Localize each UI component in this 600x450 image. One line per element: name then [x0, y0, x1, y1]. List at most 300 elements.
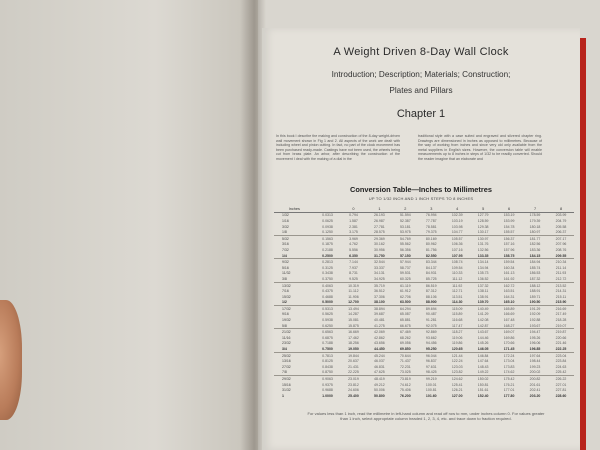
table-cell: 136.52 [477, 276, 489, 281]
table-cell: 58.737 [399, 265, 411, 270]
table-cell: 11.906 [348, 294, 359, 299]
table-cell: 93.662 [425, 335, 437, 340]
table-cell: 0.6563 [315, 329, 341, 335]
table-row [274, 393, 574, 399]
row-fraction: 9/32 [274, 259, 315, 265]
table-cell: 36.512 [374, 289, 385, 294]
row-fraction: 7/8 [282, 370, 287, 375]
table-cell: 165.89 [496, 306, 522, 312]
table-cell: 160.34 [503, 265, 515, 270]
table-cell: 0.3438 [322, 271, 333, 276]
table-cell: 34.131 [374, 271, 385, 276]
table-cell: 92.869 [418, 329, 444, 335]
table-cell: 197.64 [522, 352, 548, 358]
row-fraction: 25/32 [274, 352, 315, 358]
table-cell: 7.144 [341, 259, 367, 265]
page-subtitle-line2: Plates and Pillars [389, 86, 453, 95]
table-cell: 66.675 [399, 323, 411, 328]
table-cell: 104.77 [451, 230, 463, 235]
table-cell: 0.0938 [322, 224, 333, 229]
table-cell: 92.075 [425, 323, 437, 328]
table-cell: 134.94 [477, 265, 489, 270]
row-fraction: 17/32 [274, 306, 315, 312]
table-cell: 159.54 [496, 259, 522, 265]
table-cell: 157.16 [503, 242, 515, 247]
table-cell: 0.3750 [322, 276, 333, 281]
table-cell: 196.85 [529, 347, 541, 352]
table-cell: 85.725 [425, 276, 437, 281]
table-cell: 222.25 [555, 347, 567, 352]
table-cell: 203.99 [555, 213, 567, 218]
table-cell: 15.081 [348, 318, 359, 323]
table-cell: 191.29 [522, 306, 548, 312]
row-fraction: 1/4 [282, 253, 287, 258]
table-cell: 147.64 [477, 359, 489, 364]
row-fraction: 3/16 [282, 242, 289, 247]
row-fraction: 11/32 [282, 271, 291, 276]
header-col-3: 3 [418, 206, 444, 212]
table-cell: 63.500 [399, 300, 411, 305]
table-cell: 167.48 [503, 318, 515, 323]
table-cell: 176.21 [503, 382, 515, 387]
table-cell: 47.625 [374, 370, 385, 375]
table-cell: 219.87 [548, 329, 574, 335]
row-fraction: 27/32 [282, 364, 291, 369]
table-cell: 68.262 [399, 335, 411, 340]
table-cell: 57.944 [392, 259, 418, 265]
table-cell: 0.0625 [322, 218, 333, 223]
table-body [274, 212, 574, 399]
table-cell: 73.025 [399, 370, 411, 375]
table-cell: 79.375 [425, 230, 437, 235]
table-cell: 2.381 [349, 224, 358, 229]
table-cell: 49.212 [374, 382, 385, 387]
table-cell: 206.37 [555, 230, 567, 235]
table-cell: 51.594 [399, 213, 411, 218]
table-cell: 192.88 [529, 318, 541, 323]
table-cell: 13.494 [341, 306, 367, 312]
table-cell: 130.17 [477, 230, 489, 235]
table-cell: 117.47 [451, 323, 463, 328]
conversion-table-subtitle: UP TO 1/32 INCH AND 1 INCH STEPS TO 8 INCHES [368, 196, 474, 201]
table-cell: 124.62 [444, 376, 470, 382]
table-cell: 123.82 [451, 370, 463, 375]
table-cell: 0.7813 [315, 352, 341, 358]
table-cell: 218.28 [555, 318, 567, 323]
table-cell: 32.544 [366, 259, 392, 265]
row-fraction: 13/32 [274, 282, 315, 288]
table-cell: 200.02 [529, 370, 541, 375]
table-cell: 86.519 [418, 282, 444, 288]
table-cell: 142.87 [477, 323, 489, 328]
table-cell: 169.07 [496, 329, 522, 335]
row-fraction: 31/32 [282, 388, 291, 393]
table-cell: 109.54 [451, 265, 463, 270]
table-cell: 35.719 [366, 282, 392, 288]
table-cell: 23.812 [348, 382, 359, 387]
table-cell: 40.481 [374, 318, 385, 323]
table-cell: 196.06 [529, 341, 541, 346]
table-cell: 0.3125 [322, 265, 333, 270]
table-cell: 0.7500 [322, 347, 333, 352]
table-cell: 91.281 [425, 318, 437, 323]
table-cell: 107.16 [451, 247, 463, 252]
table-cell: 119.06 [451, 335, 463, 340]
table-cell: 141.29 [477, 312, 489, 317]
table-cell: 113.51 [451, 294, 463, 299]
table-cell: 72.231 [399, 364, 411, 369]
table-cell: 168.27 [503, 323, 515, 328]
table-cell: 87.312 [425, 289, 437, 294]
table-cell: 170.66 [503, 341, 515, 346]
table-cell: 192.09 [529, 312, 541, 317]
table-cell: 116.68 [451, 318, 463, 323]
table-cell: 180.97 [529, 230, 541, 235]
table-cell: 101.60 [425, 393, 437, 398]
table-cell: 11.112 [348, 289, 359, 294]
table-cell: 225.42 [555, 370, 567, 375]
table-cell: 143.67 [470, 329, 496, 335]
table-cell: 181.77 [522, 235, 548, 241]
header-col-8: 8 [548, 206, 574, 212]
table-cell: 227.81 [555, 388, 567, 393]
table-cell: 80.169 [418, 235, 444, 241]
table-cell: 20.637 [348, 359, 359, 364]
table-cell: 0.0313 [322, 213, 333, 218]
table-cell: 96.837 [425, 359, 437, 364]
table-cell: 120.65 [451, 347, 463, 352]
table-cell: 8.731 [349, 271, 358, 276]
table-cell: 55.562 [399, 242, 411, 247]
table-cell: 146.84 [470, 352, 496, 358]
table-cell: 54.769 [392, 235, 418, 241]
table-cell: 29.369 [366, 235, 392, 241]
table-cell: 28.575 [374, 230, 385, 235]
table-cell: 99.219 [418, 376, 444, 382]
table-cell: 111.12 [452, 276, 463, 281]
header-col-6: 6 [496, 206, 522, 212]
table-cell: 14.287 [348, 312, 359, 317]
table-cell: 0.1875 [322, 242, 333, 247]
table-cell: 108.74 [444, 259, 470, 265]
row-fraction: 29/32 [274, 376, 315, 382]
table-cell: 43.656 [374, 341, 385, 346]
table-cell: 171.45 [503, 347, 515, 352]
table-cell: 90.487 [425, 312, 437, 317]
row-fraction: 13/16 [282, 359, 291, 364]
table-cell: 62.706 [399, 294, 411, 299]
table-cell: 0.6875 [322, 335, 333, 340]
table-cell: 82.550 [425, 253, 437, 258]
table-cell: 57.150 [399, 253, 411, 258]
header-col-1: 1 [366, 206, 392, 212]
table-cell: 228.60 [555, 393, 567, 398]
table-cell: 74.612 [399, 382, 411, 387]
table-cell: 44.450 [374, 347, 385, 352]
book-page [262, 28, 580, 450]
table-cell: 188.91 [529, 289, 541, 294]
table-cell: 25.400 [348, 393, 359, 398]
table-cell: 33.337 [374, 265, 385, 270]
table-cell: 151.61 [477, 388, 489, 393]
table-cell: 195.26 [529, 335, 541, 340]
table-cell: 138.91 [477, 294, 489, 299]
table-cell: 186.53 [529, 271, 541, 276]
table-cell: 148.43 [477, 364, 489, 369]
table-cell: 174.62 [503, 370, 515, 375]
header-col-2: 2 [392, 206, 418, 212]
table-cell: 133.35 [477, 253, 489, 258]
table-cell: 111.92 [444, 282, 470, 288]
table-cell: 220.66 [555, 335, 567, 340]
table-cell: 121.44 [444, 352, 470, 358]
table-cell: 115.09 [444, 306, 470, 312]
row-fraction: 5/32 [274, 235, 315, 241]
table-cell: 158.75 [503, 253, 515, 258]
table-cell: 185.74 [529, 265, 541, 270]
table-cell: 88.900 [425, 300, 437, 305]
table-cell: 17.462 [348, 335, 359, 340]
table-cell: 152.40 [477, 393, 489, 398]
table-cell: 0.2188 [322, 247, 333, 252]
table-cell: 0.4688 [322, 294, 333, 299]
table-cell: 122.24 [451, 359, 463, 364]
table-cell: 0.9063 [315, 376, 341, 382]
table-cell: 184.94 [522, 259, 548, 265]
table-cell: 209.55 [555, 253, 567, 258]
table-cell: 190.50 [529, 300, 541, 305]
table-cell: 153.99 [503, 218, 515, 223]
table-cell: 39.687 [374, 312, 385, 317]
table-cell: 146.05 [477, 347, 489, 352]
row-fraction: 3/8 [282, 276, 287, 281]
table-cell: 127.79 [477, 213, 489, 218]
table-cell: 213.52 [548, 282, 574, 288]
header-inches: Inches [274, 206, 315, 212]
table-cell: 140.49 [470, 306, 496, 312]
table-cell: 165.10 [503, 300, 515, 305]
table-cell: 42.069 [366, 329, 392, 335]
table-cell: 71.437 [399, 359, 411, 364]
table-cell: 46.831 [374, 364, 385, 369]
conversion-table-title: Conversion Table—Inches to Millimetres [350, 185, 492, 194]
table-cell: 0.9688 [322, 388, 333, 393]
table-cell: 138.11 [477, 289, 489, 294]
table-cell: 15.875 [348, 323, 359, 328]
table-cell: 139.70 [477, 300, 489, 305]
table-cell: 178.59 [529, 213, 541, 218]
table-cell: 137.32 [470, 282, 496, 288]
table-cell: 149.22 [477, 370, 489, 375]
table-cell: 211.14 [555, 265, 567, 270]
table-cell: 177.80 [503, 393, 515, 398]
table-cell: 217.49 [555, 312, 567, 317]
row-fraction: 7/32 [282, 247, 289, 252]
table-cell: 126.21 [451, 388, 463, 393]
table-cell: 150.81 [477, 382, 489, 387]
table-cell: 0.8750 [322, 370, 333, 375]
table-cell: 219.07 [555, 323, 567, 328]
table-cell: 203.20 [529, 393, 541, 398]
table-cell: 3.175 [349, 230, 358, 235]
row-fraction: 1/32 [282, 213, 289, 218]
table-cell: 1.587 [349, 218, 358, 223]
header-col-7: 7 [522, 206, 548, 212]
table-cell: 157.96 [503, 247, 515, 252]
table-cell: 75.406 [399, 388, 411, 393]
table-cell: 193.67 [529, 323, 541, 328]
table-cell: 112.71 [451, 289, 463, 294]
table-cell: 130.97 [470, 235, 496, 241]
table-cell: 123.03 [451, 364, 463, 369]
intro-text-left: In this book I describe the making and construction of the 8-day weight-driven wall movement shown in Fig 1 and 2. All aspects of the work are dealt with including wheel and pinion cutting. In fact, no part of the clock movement has been purchased ready-made. Castings have not been used, the wheels being cut from brass plate. An arbor, after describing the construction of the movement I deal with the making of a dial in the [276, 134, 400, 161]
table-cell: 19.050 [348, 347, 359, 352]
table-cell: 77.787 [425, 218, 437, 223]
table-cell: 41.275 [374, 323, 385, 328]
table-cell: 69.056 [399, 341, 411, 346]
table-cell: 50.006 [374, 388, 385, 393]
table-cell: 110.33 [451, 271, 463, 276]
row-fraction: 9/16 [282, 312, 289, 317]
table-cell: 115.89 [451, 312, 463, 317]
table-cell: 173.83 [503, 364, 515, 369]
table-cell: 70.644 [392, 352, 418, 358]
table-cell: 37.306 [374, 294, 385, 299]
table-cell: 0.4063 [315, 282, 341, 288]
table-cell: 150.02 [470, 376, 496, 382]
row-fraction: 11/16 [282, 335, 291, 340]
table-cell: 106.36 [451, 242, 463, 247]
table-cell: 198.44 [529, 359, 541, 364]
table-cell: 73.819 [392, 376, 418, 382]
table-cell: 26.987 [374, 218, 385, 223]
table-cell: 31.750 [374, 253, 385, 258]
table-cell: 154.78 [503, 224, 515, 229]
table-cell: 208.76 [555, 247, 567, 252]
row-fraction: 19/32 [282, 318, 291, 323]
table-cell: 0.5938 [322, 318, 333, 323]
table-cell: 155.57 [503, 230, 515, 235]
table-cell: 0.5000 [322, 300, 333, 305]
table-cell: 215.11 [555, 294, 567, 299]
table-cell: 223.04 [548, 352, 574, 358]
table-cell: 0.8125 [322, 359, 333, 364]
table-cell: 194.47 [522, 329, 548, 335]
table-cell: 135.73 [477, 271, 489, 276]
table-cell: 56.356 [399, 247, 411, 252]
table-cell: 67.469 [392, 329, 418, 335]
table-cell: 0.5313 [315, 306, 341, 312]
row-fraction: 5/8 [282, 323, 287, 328]
table-cell: 97.631 [425, 364, 437, 369]
row-fraction: 15/16 [282, 382, 291, 387]
table-cell: 0.794 [349, 213, 358, 218]
table-cell: 48.419 [366, 376, 392, 382]
table-cell: 27.781 [374, 224, 385, 229]
table-cell: 189.71 [529, 294, 541, 299]
table-cell: 88.106 [425, 294, 437, 299]
table-cell: 173.04 [503, 359, 515, 364]
table-cell: 200.82 [522, 376, 548, 382]
row-fraction: 1/8 [282, 230, 287, 235]
table-cell: 226.22 [548, 376, 574, 382]
table-cell: 10.319 [341, 282, 367, 288]
table-cell: 4.762 [349, 242, 358, 247]
table-cell: 53.181 [399, 224, 411, 229]
table-cell: 18.256 [348, 341, 359, 346]
table-cell: 78.581 [425, 224, 437, 229]
table-cell: 142.08 [477, 318, 489, 323]
table-cell: 164.31 [503, 294, 515, 299]
row-fraction: 3/32 [282, 224, 289, 229]
table-cell: 161.92 [503, 276, 515, 281]
table-cell: 0.2813 [315, 259, 341, 265]
table-cell: 156.37 [496, 235, 522, 241]
table-cell: 0.1250 [322, 230, 333, 235]
table-cell: 177.01 [503, 388, 515, 393]
table-cell: 0.8438 [322, 364, 333, 369]
table-cell: 52.387 [399, 218, 411, 223]
table-cell: 166.69 [503, 312, 515, 317]
table-cell: 96.044 [418, 352, 444, 358]
table-cell: 224.63 [555, 364, 567, 369]
table-cell: 21.431 [348, 364, 359, 369]
table-cell: 12.700 [348, 300, 359, 305]
table-cell: 169.86 [503, 335, 515, 340]
table-cell: 46.037 [374, 359, 385, 364]
table-cell: 201.61 [529, 382, 541, 387]
conversion-table [274, 206, 574, 399]
table-cell: 188.12 [522, 282, 548, 288]
left-blank-page [0, 0, 258, 450]
table-cell: 132.56 [477, 247, 489, 252]
table-cell: 76.200 [399, 393, 411, 398]
table-cell: 84.137 [425, 265, 437, 270]
table-cell: 118.27 [444, 329, 470, 335]
table-cell: 212.72 [555, 276, 567, 281]
table-cell: 0.4375 [322, 289, 333, 294]
table-cell: 50.800 [374, 393, 385, 398]
table-cell: 0.2500 [322, 253, 333, 258]
table-cell: 98.425 [425, 370, 437, 375]
table-cell: 89.694 [418, 306, 444, 312]
table-cell: 60.325 [399, 276, 411, 281]
table-cell: 0.6250 [322, 323, 333, 328]
table-cell: 9.525 [349, 276, 358, 281]
row-fraction: 1/16 [282, 218, 289, 223]
table-cell: 24.606 [348, 388, 359, 393]
table-cell: 3.969 [341, 235, 367, 241]
table-cell: 59.531 [399, 271, 411, 276]
table-cell: 175.42 [496, 376, 522, 382]
intro-text-right: traditional style with a case suited and engraved and silvered chapter ring. Drawings are dimensioned in inches as opposed to millimetres. Because of the way of working from inches and since very old only available from the metal suppliers in English sizes. However, the conversion table will enable measurements up to 8 inches in steps of 1/32 to be readily converted. Should the reader imagine that an elaborate and [418, 134, 542, 161]
table-cell: 210.34 [548, 259, 574, 265]
table-cell: 30.956 [374, 247, 385, 252]
table-cell: 125.41 [451, 382, 463, 387]
table-cell: 162.72 [496, 282, 522, 288]
table-cell: 163.51 [503, 289, 515, 294]
table-cell: 223.84 [555, 359, 567, 364]
table-cell: 76.994 [425, 213, 437, 218]
table-cell: 184.15 [529, 253, 541, 258]
table-cell: 65.087 [399, 312, 411, 317]
table-cell: 69.850 [399, 347, 411, 352]
table-cell: 129.38 [477, 224, 489, 229]
table-cell: 61.912 [399, 289, 411, 294]
table-cell: 26.193 [374, 213, 385, 218]
row-fraction: 3/4 [282, 347, 287, 352]
table-cell: 227.01 [555, 382, 567, 387]
